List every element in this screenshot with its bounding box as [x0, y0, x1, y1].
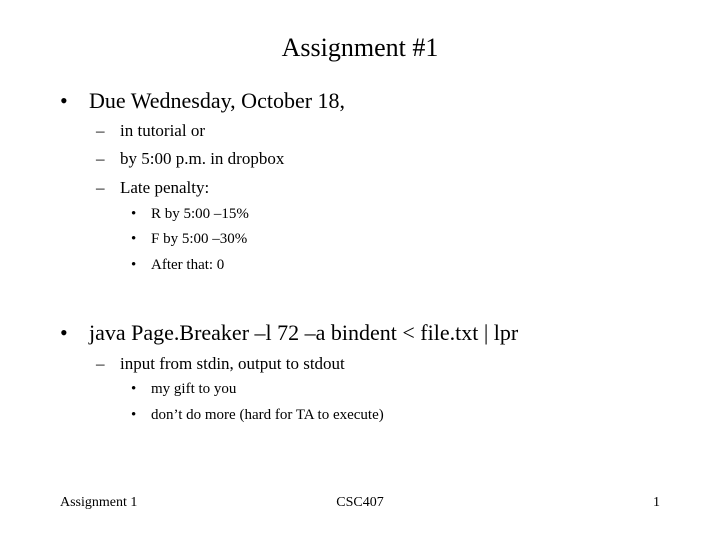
bullet-text-due-date: Due Wednesday, October 18, — [89, 88, 346, 113]
slide-title: Assignment #1 — [281, 33, 439, 62]
sub-sub-bullet-text: my gift to you — [151, 381, 237, 397]
sub-bullet-marker: – — [96, 149, 105, 168]
sub-sub-bullet-marker: • — [131, 407, 137, 423]
sub-bullet-text: Late penalty: — [120, 178, 210, 197]
footer-page-number: 1 — [653, 495, 660, 510]
sub-bullet-marker: – — [96, 121, 105, 140]
sub-sub-bullet-text: R by 5:00 –15% — [151, 206, 249, 222]
sub-bullet-text: in tutorial or — [120, 121, 205, 140]
footer-course-code: CSC407 — [336, 495, 384, 510]
bullet-marker: • — [60, 88, 68, 113]
sub-sub-bullet-text: F by 5:00 –30% — [151, 231, 248, 247]
sub-sub-bullet-marker: • — [131, 231, 137, 247]
sub-sub-bullet-marker: • — [131, 381, 137, 397]
bullet-marker: • — [60, 320, 68, 345]
bullet-text-command: java Page.Breaker –l 72 –a bindent < file.txt | lpr — [89, 320, 519, 345]
sub-bullet-text: by 5:00 p.m. in dropbox — [120, 149, 285, 168]
sub-sub-bullet-text: After that: 0 — [151, 257, 225, 273]
sub-bullet-text: input from stdin, output to stdout — [120, 354, 345, 373]
sub-sub-bullet-text: don’t do more (hard for TA to execute) — [151, 407, 384, 423]
sub-bullet-marker: – — [96, 178, 105, 197]
sub-sub-bullet-marker: • — [131, 257, 137, 273]
sub-bullet-marker: – — [96, 354, 105, 373]
sub-sub-bullet-marker: • — [131, 206, 137, 222]
footer-left-text: Assignment 1 — [60, 495, 138, 510]
